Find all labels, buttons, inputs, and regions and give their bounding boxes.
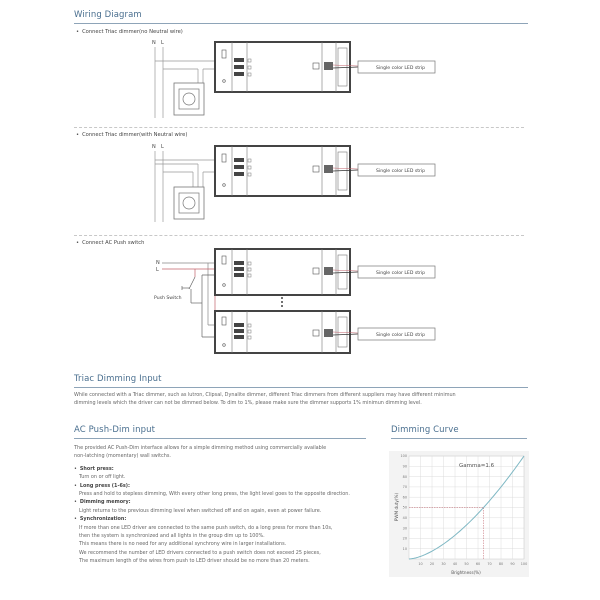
led-driver-icon [215, 146, 350, 196]
led-strip-box [358, 164, 435, 176]
diagram-3-n-label: N [156, 260, 160, 266]
triac-title-rule [74, 387, 528, 388]
diagram-2-l-label: L [161, 144, 164, 150]
y-tick-label: 60 [402, 495, 407, 500]
sync-label: • Synchronization: [74, 515, 374, 523]
x-tick-label: 40 [452, 562, 458, 566]
triac-text [74, 391, 534, 408]
led-driver-icon [215, 42, 350, 92]
x-tick-label: 30 [441, 562, 446, 566]
diagram-1-n-label: N [152, 40, 156, 46]
pushdim-intro-1: The provided AC Push-Dim interface allows for a simple dimming method using commercially available [74, 445, 327, 451]
diagram-2 [140, 142, 440, 224]
diagram-3-l-label: L [156, 267, 159, 273]
diagram-1 [140, 38, 440, 120]
y-tick-label: 90 [402, 464, 407, 469]
y-tick-label: 10 [402, 546, 407, 551]
diagram-2-strip-label: Single color LED strip [376, 169, 426, 174]
diagram-3-caption: • Connect AC Push switch [76, 240, 144, 246]
x-tick-label: 80 [498, 562, 504, 566]
y-axis-label: PWM duty(%) [394, 492, 399, 522]
pushdim-intro-2: non-latching (momentary) wall switchs. [74, 453, 171, 460]
triac-text-line-2: dimming levels which the driver can not be dimmed below. To dim to 1%, please make sure the dimmer supports 1% minimun dimming level. [74, 400, 422, 407]
pushdim-title: AC Push-Dim input [74, 425, 156, 435]
long-press-label: • Long press (1-6s): [74, 482, 374, 490]
sync-text-1: If more than one LED driver are connected to the same push switch, do a long press for more than 10s, [79, 524, 333, 531]
pushdim-title-rule [74, 438, 366, 439]
x-tick-label: 70 [487, 562, 492, 566]
x-tick-label: 90 [510, 562, 515, 566]
triac-dimmer-icon [174, 187, 204, 219]
triac-text-line-1: While connected with a Triac dimmer, such as lutron, Clipsal, Dynalite dimmer, different Triac dimmers from different suppliers may have different minimun [74, 392, 456, 398]
y-tick-label: 80 [402, 474, 407, 479]
ellipsis-dots-icon [281, 297, 283, 307]
x-tick-label: 50 [464, 562, 469, 566]
y-tick-label: 40 [402, 516, 407, 520]
push-switch-label: Push Switch [154, 296, 182, 301]
curve-title: Dimming Curve [391, 425, 459, 435]
diagram-2-caption: • Connect Triac dimmer(with Neutral wire) [76, 132, 187, 138]
short-press-text: Turn on or off light. [79, 474, 126, 481]
x-axis-label: Brightness(%) [451, 570, 481, 575]
diagram-1-caption: • Connect Triac dimmer(no Neutral wire) [76, 29, 183, 35]
diagram-3 [140, 247, 440, 357]
diagram-1-strip-label: Single color LED strip [376, 66, 426, 71]
x-tick-label: 100 [520, 562, 528, 566]
led-driver-icon-1 [215, 249, 350, 295]
sync-text-2: then the system is synchronized and all lights in the group dim up to 100%. [79, 533, 265, 540]
long-press-text: Press and hold to stepless dimming, With every other long press, the light level goes to the opposite direction. [79, 491, 350, 498]
sync-text-3: This means there is no need for any additional synchrony wire in larger installations. [79, 541, 287, 548]
short-press-label: • Short press: [74, 465, 374, 473]
led-strip-box [358, 61, 435, 73]
sync-text-4: We recommend the number of LED drivers connected to a push switch does not exceed 25 pieces, [79, 549, 321, 556]
gamma-annotation: Gamma=1.6 [459, 463, 495, 469]
y-tick-label: 20 [402, 536, 407, 541]
dimming-curve-chart [389, 451, 529, 577]
sync-text-5: The maximum length of the wires from push to LED driver should be no more than 20 meters. [79, 558, 310, 565]
diagram-3-strip-label: Single color LED strip [376, 271, 426, 276]
dimming-memory-text: Light returns to the previous dimming level when switched off and on again, even at power failure. [79, 507, 322, 514]
wiring-title-rule [74, 23, 528, 24]
y-tick-label: 30 [402, 526, 407, 531]
y-tick-label: 50 [402, 505, 407, 510]
diagram-3-strip-label-2: Single color LED strip [376, 333, 426, 338]
curve-title-rule [391, 438, 527, 439]
led-driver-icon-2 [215, 311, 350, 353]
x-tick-label: 60 [475, 562, 481, 566]
dimming-memory-label: • Dimming memory: [74, 498, 374, 506]
triac-title: Triac Dimming Input [74, 374, 162, 384]
diagram-1-l-label: L [161, 40, 164, 46]
divider-2 [74, 235, 524, 236]
divider-1 [74, 127, 524, 128]
x-tick-label: 20 [429, 562, 435, 566]
y-tick-label: 100 [400, 454, 407, 459]
x-tick-label: 10 [418, 562, 423, 566]
diagram-2-n-label: N [152, 144, 156, 150]
wiring-title: Wiring Diagram [74, 10, 142, 20]
triac-dimmer-icon [174, 83, 204, 115]
y-tick-label: 70 [402, 485, 407, 490]
pushdim-body [74, 444, 374, 566]
